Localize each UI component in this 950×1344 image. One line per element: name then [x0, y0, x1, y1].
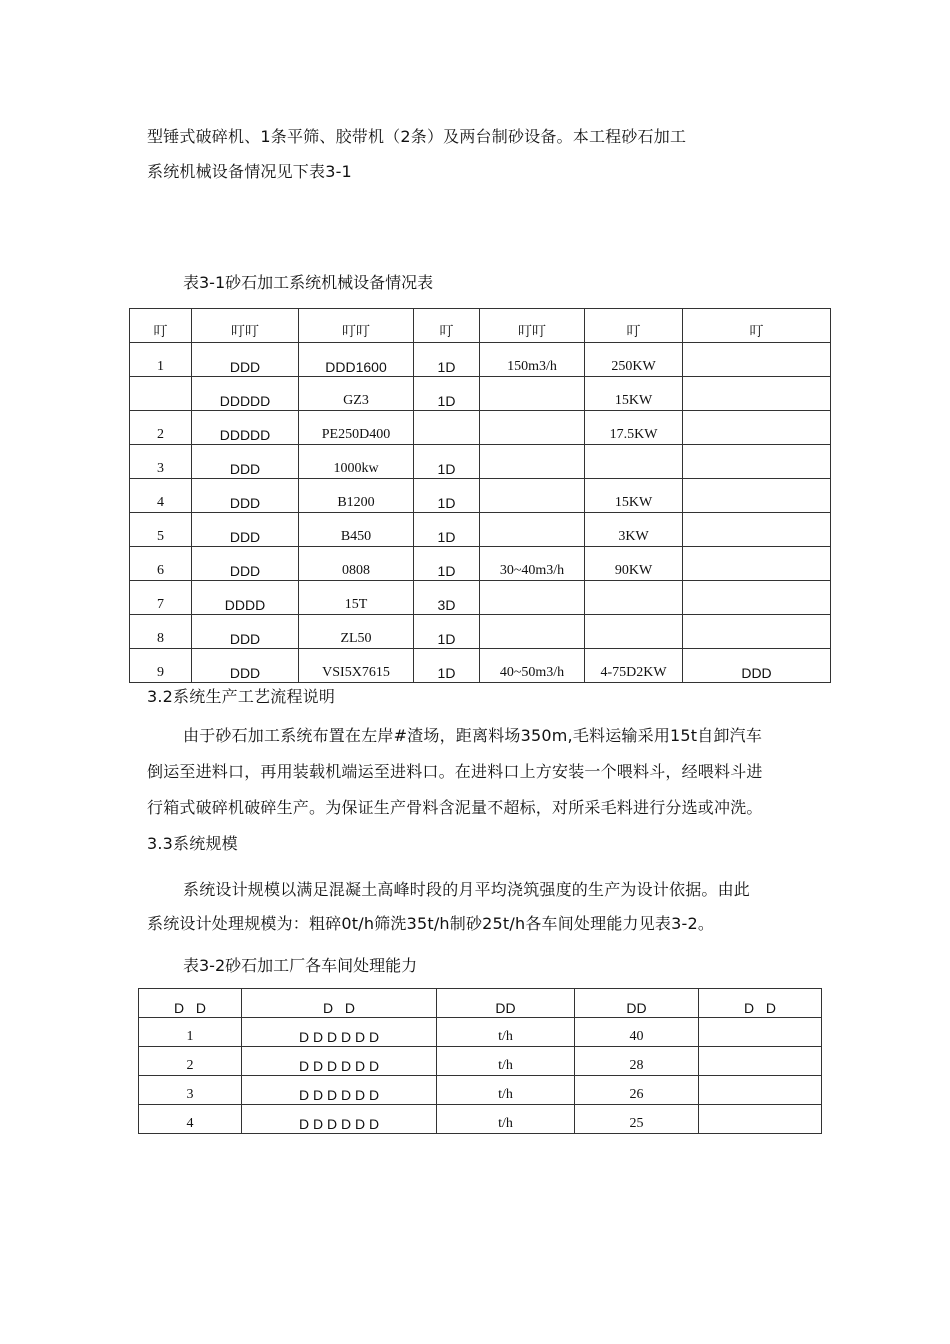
- table-cell: 250KW: [585, 343, 683, 377]
- table-cell: [480, 479, 585, 513]
- table-cell: [683, 513, 831, 547]
- table-3-2-caption: 表3-2砂石加工厂各车间处理能力: [183, 956, 418, 975]
- table-cell: [699, 1047, 822, 1076]
- table-cell: 17.5KW: [585, 411, 683, 445]
- section-3-2-heading: 3.2系统生产工艺流程说明: [147, 687, 336, 706]
- table-cell: 1D: [414, 547, 480, 581]
- table-cell: DDD: [192, 547, 299, 581]
- table-cell: 15KW: [585, 479, 683, 513]
- table-cell: VSI5X7615: [299, 649, 414, 683]
- table-cell: [480, 411, 585, 445]
- table-cell: [480, 615, 585, 649]
- table-row: [130, 343, 831, 377]
- table-cell: t/h: [437, 1018, 575, 1047]
- table-cell: 2: [139, 1047, 242, 1076]
- table-cell: 6: [130, 547, 192, 581]
- table-row: [130, 479, 831, 513]
- table-cell: 1D: [414, 479, 480, 513]
- table-cell: 1: [130, 343, 192, 377]
- section-3-3-line-2: 系统设计处理规模为：粗碎0t/h筛洗35t/h制砂25t/h各车间处理能力见表3-2。: [147, 914, 715, 933]
- table-cell: t/h: [437, 1105, 575, 1134]
- table-row: [130, 547, 831, 581]
- table-row: [130, 445, 831, 479]
- section-3-2-line-2: 倒运至进料口，再用装载机端运至进料口。在进料口上方安装一个喂料斗，经喂料斗进: [147, 762, 763, 781]
- table-cell: [585, 445, 683, 479]
- table-cell: 4: [139, 1105, 242, 1134]
- table-row: [139, 1105, 822, 1134]
- table-cell: 1D: [414, 649, 480, 683]
- table-cell: 9: [130, 649, 192, 683]
- table-cell: 90KW: [585, 547, 683, 581]
- table-cell: [683, 615, 831, 649]
- table-cell: ZL50: [299, 615, 414, 649]
- table-cell: [683, 479, 831, 513]
- table-cell: 1D: [414, 513, 480, 547]
- table-cell: [480, 377, 585, 411]
- table-cell: t/h: [437, 1047, 575, 1076]
- table-cell: DDDDD: [192, 411, 299, 445]
- table-cell: B450: [299, 513, 414, 547]
- table-header-cell: DD: [575, 989, 699, 1018]
- table-header-cell: DD: [437, 989, 575, 1018]
- table-cell: [683, 411, 831, 445]
- table-cell: D D D D D D: [242, 1076, 437, 1105]
- table-cell: [414, 411, 480, 445]
- table-row: [139, 1047, 822, 1076]
- table-cell: t/h: [437, 1076, 575, 1105]
- table-row: [139, 1076, 822, 1105]
- table-cell: B1200: [299, 479, 414, 513]
- table-header-cell: 叮: [414, 309, 480, 343]
- table-cell: 1D: [414, 615, 480, 649]
- section-3-2-line-1: 由于砂石加工系统布置在左岸#渣场，距离料场350m,毛料运输采用15t自卸汽车: [183, 726, 763, 745]
- table-cell: 40~50m3/h: [480, 649, 585, 683]
- table-header-cell: D D: [242, 989, 437, 1018]
- table-cell: DDD: [192, 513, 299, 547]
- table-cell: DDD: [683, 649, 831, 683]
- table-cell: 3KW: [585, 513, 683, 547]
- table-cell: DDD: [192, 343, 299, 377]
- table-cell: GZ3: [299, 377, 414, 411]
- table-header-cell: D D: [699, 989, 822, 1018]
- section-3-3-heading: 3.3系统规模: [147, 834, 238, 853]
- table-cell: 150m3/h: [480, 343, 585, 377]
- table-header-cell: 叮: [683, 309, 831, 343]
- table-cell: [699, 1076, 822, 1105]
- table-header-cell: 叮叮: [192, 309, 299, 343]
- table-cell: [585, 615, 683, 649]
- table-cell: [683, 581, 831, 615]
- table-cell: 30~40m3/h: [480, 547, 585, 581]
- table-cell: [683, 445, 831, 479]
- table-cell: DDDD: [192, 581, 299, 615]
- table-cell: DDD: [192, 649, 299, 683]
- table-cell: 1: [139, 1018, 242, 1047]
- table-cell: 3: [139, 1076, 242, 1105]
- table-cell: [699, 1105, 822, 1134]
- table-cell: 7: [130, 581, 192, 615]
- table-cell: D D D D D D: [242, 1018, 437, 1047]
- table-cell: 2: [130, 411, 192, 445]
- table-header-row: [130, 309, 831, 343]
- table-row: [139, 1018, 822, 1047]
- table-cell: PE250D400: [299, 411, 414, 445]
- table-cell: DDD: [192, 445, 299, 479]
- table-row: [130, 615, 831, 649]
- table-cell: 1D: [414, 343, 480, 377]
- table-cell: [699, 1018, 822, 1047]
- table-cell: [683, 377, 831, 411]
- table-cell: 4: [130, 479, 192, 513]
- table-cell: 26: [575, 1076, 699, 1105]
- table-cell: [480, 581, 585, 615]
- table-header-row: [139, 989, 822, 1018]
- table-cell: D D D D D D: [242, 1047, 437, 1076]
- table-cell: 3: [130, 445, 192, 479]
- table-header-cell: 叮叮: [299, 309, 414, 343]
- table-row: [130, 377, 831, 411]
- table-row: [130, 581, 831, 615]
- table-cell: 28: [575, 1047, 699, 1076]
- table-cell: 0808: [299, 547, 414, 581]
- table-row: [130, 649, 831, 683]
- table-cell: [480, 445, 585, 479]
- table-cell: [683, 343, 831, 377]
- table-header-cell: 叮: [130, 309, 192, 343]
- capacity-table: [138, 988, 822, 1134]
- table-cell: [585, 581, 683, 615]
- table-cell: [130, 377, 192, 411]
- table-cell: 3D: [414, 581, 480, 615]
- table-cell: DDD1600: [299, 343, 414, 377]
- table-cell: 5: [130, 513, 192, 547]
- table-cell: DDD: [192, 479, 299, 513]
- table-cell: 15T: [299, 581, 414, 615]
- table-cell: 40: [575, 1018, 699, 1047]
- table-3-1-caption: 表3-1砂石加工系统机械设备情况表: [183, 273, 434, 292]
- table-cell: [480, 513, 585, 547]
- table-row: [130, 411, 831, 445]
- table-header-cell: 叮: [585, 309, 683, 343]
- table-cell: DDDDD: [192, 377, 299, 411]
- table-cell: 15KW: [585, 377, 683, 411]
- intro-line-1: 型锤式破碎机、1条平筛、胶带机（2条）及两台制砂设备。本工程砂石加工: [147, 127, 687, 146]
- equipment-table: [129, 308, 831, 683]
- table-cell: 25: [575, 1105, 699, 1134]
- table-row: [130, 513, 831, 547]
- table-cell: 8: [130, 615, 192, 649]
- section-3-3-line-1: 系统设计规模以满足混凝土高峰时段的月平均浇筑强度的生产为设计依据。由此: [183, 880, 751, 899]
- table-cell: 1D: [414, 445, 480, 479]
- section-3-2-line-3: 行箱式破碎机破碎生产。为保证生产骨料含泥量不超标，对所采毛料进行分选或冲洗。: [147, 798, 763, 817]
- table-cell: 4-75D2KW: [585, 649, 683, 683]
- table-cell: D D D D D D: [242, 1105, 437, 1134]
- intro-line-2: 系统机械设备情况见下表3-1: [147, 162, 352, 181]
- table-header-cell: D D: [139, 989, 242, 1018]
- table-cell: 1D: [414, 377, 480, 411]
- table-cell: DDD: [192, 615, 299, 649]
- table-header-cell: 叮叮: [480, 309, 585, 343]
- table-cell: 1000kw: [299, 445, 414, 479]
- table-cell: [683, 547, 831, 581]
